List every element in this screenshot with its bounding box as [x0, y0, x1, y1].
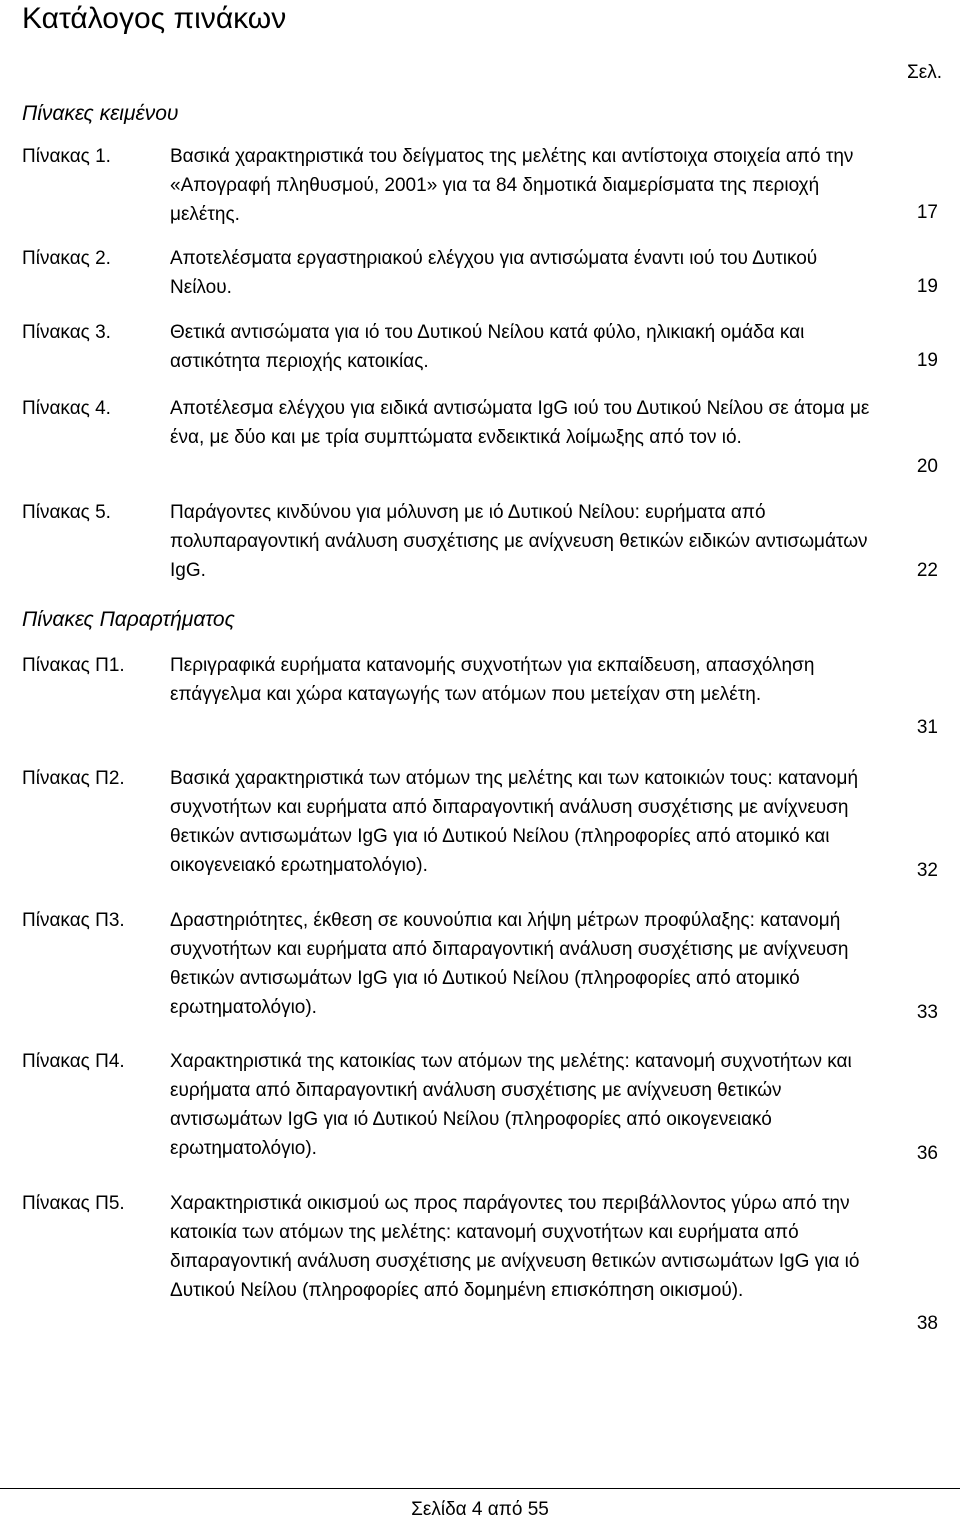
page-column-label: Σελ. — [907, 62, 942, 83]
section-heading-appendix: Πίνακες Παραρτήματος — [22, 608, 235, 631]
entry-description: Θετικά αντισώματα για ιό του Δυτικού Νείλου κατά φύλο, ηλικιακή ομάδα και αστικότητα περιοχής κατοικίας. — [170, 322, 805, 372]
entry-page-number: 19 — [916, 350, 938, 371]
entry-label: Πίνακας Π4. — [22, 1051, 125, 1072]
entry-label: Πίνακας 4. — [22, 398, 111, 419]
entry-description: Βασικά χαρακτηριστικά των ατόμων της μελέτης και των κατοικιών τους: κατανομή συχνοτήτων και ευρήματα από διπαραγοντική ανάλυση συσχέτισης με ανίχνευση θετικών αντισωμάτων IgG για ιό Δυτικού Νείλου (πληροφορίες από ατομικό και οικογενειακό ερωτηματολόγιο). — [170, 768, 859, 876]
entry-label: Πίνακας Π1. — [22, 655, 125, 676]
page-title: Κατάλογος πινάκων — [22, 2, 287, 35]
entry-description: Αποτελέσματα εργαστηριακού ελέγχου για αντισώματα έναντι ιού του Δυτικού Νείλου. — [170, 248, 818, 298]
entry-page-number: 17 — [916, 202, 938, 223]
entry-description: Χαρακτηριστικά της κατοικίας των ατόμων της μελέτης: κατανομή συχνοτήτων και ευρήματα από διπαραγοντική ανάλυση συσχέτισης με ανίχνευση θετικών αντισωμάτων IgG για ιό Δυτικού Νείλου (πληροφορίες από οικογενειακό ερωτηματολόγιο). — [170, 1051, 852, 1159]
entry-page-number: 38 — [916, 1313, 938, 1334]
entry-page-number: 33 — [916, 1002, 938, 1023]
entry-description: Παράγοντες κινδύνου για μόλυνση με ιό Δυτικού Νείλου: ευρήματα από πολυπαραγοντική ανάλυση συσχέτισης με ανίχνευση θετικών ειδικών αντισωμάτων IgG. — [170, 502, 868, 581]
entry-label: Πίνακας 2. — [22, 248, 111, 269]
entry-page-number: 32 — [916, 860, 938, 881]
entry-description: Χαρακτηριστικά οικισμού ως προς παράγοντες του περιβάλλοντος γύρω από την κατοικία των ατόμων της μελέτης: κατανομή συχνοτήτων και ευρήματα από διπαραγοντική ανάλυση συσχέτισης με ανίχνευση θετικών αντισωμάτων IgG για ιό Δυτικού Νείλου (πληροφορίες από δομημένη επισκόπηση οικισμού). — [170, 1193, 860, 1301]
entry-label: Πίνακας Π5. — [22, 1193, 125, 1214]
entry-page-number: 19 — [916, 276, 938, 297]
entry-page-number: 31 — [916, 717, 938, 738]
entry-page-number: 22 — [916, 560, 938, 581]
footer-divider — [0, 1488, 960, 1489]
entry-label: Πίνακας Π2. — [22, 768, 125, 789]
entry-page-number: 20 — [916, 456, 938, 477]
entry-label: Πίνακας 3. — [22, 322, 111, 343]
entry-description: Αποτέλεσμα ελέγχου για ειδικά αντισώματα IgG ιού του Δυτικού Νείλου σε άτομα με ένα, με δύο και με τρία συμπτώματα ενδεικτικά λοίμωξης από τον ιό. — [170, 398, 870, 448]
page-footer: Σελίδα 4 από 55 — [411, 1499, 549, 1520]
entry-label: Πίνακας 5. — [22, 502, 111, 523]
section-heading-main: Πίνακες κειμένου — [22, 102, 179, 125]
entry-label: Πίνακας Π3. — [22, 910, 125, 931]
entry-page-number: 36 — [916, 1143, 938, 1164]
entry-description: Βασικά χαρακτηριστικά του δείγματος της μελέτης και αντίστοιχα στοιχεία από την «Απογραφή πληθυσμού, 2001» για τα 84 δημοτικά διαμερίσματα της περιοχή μελέτης. — [170, 146, 854, 225]
entry-description: Περιγραφικά ευρήματα κατανομής συχνοτήτων για εκπαίδευση, απασχόληση επάγγελμα και χώρα καταγωγής των ατόμων που μετείχαν στη μελέτη. — [170, 655, 815, 705]
entry-description: Δραστηριότητες, έκθεση σε κουνούπια και λήψη μέτρων προφύλαξης: κατανομή συχνοτήτων και ευρήματα από διπαραγοντική ανάλυση συσχέτισης με ανίχνευση θετικών αντισωμάτων IgG για ιό Δυτικού Νείλου (πληροφορίες από ατομικό ερωτηματολόγιο). — [170, 910, 849, 1018]
entry-label: Πίνακας 1. — [22, 146, 111, 167]
